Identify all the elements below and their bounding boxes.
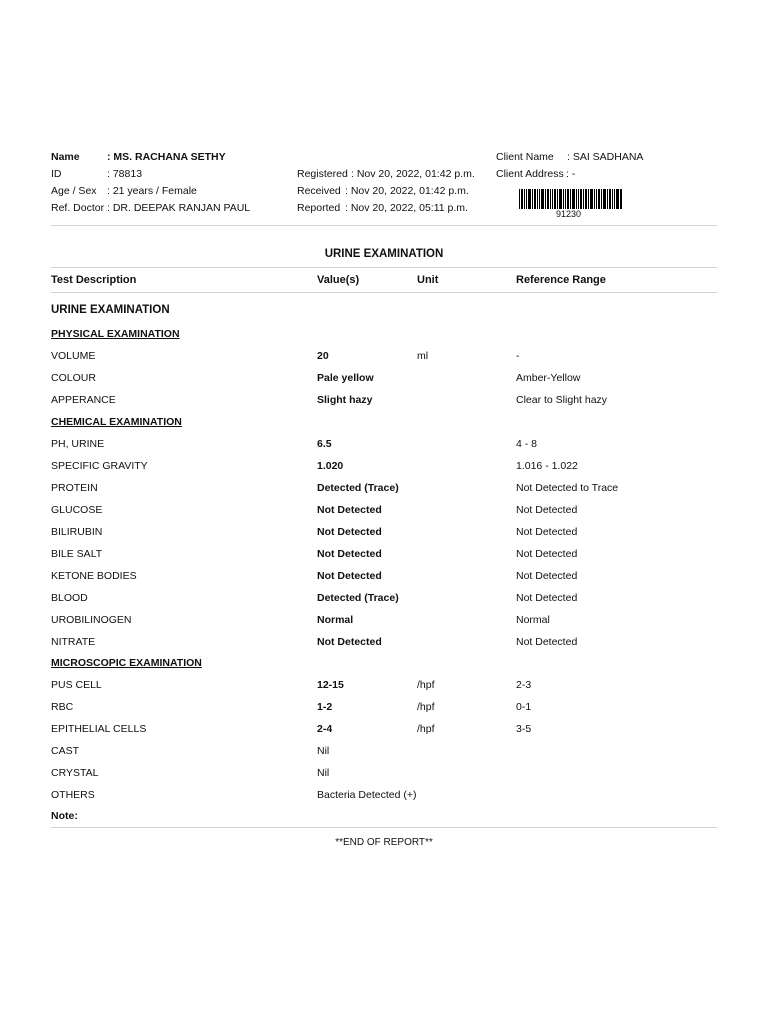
test-name: BLOOD — [51, 592, 88, 604]
table-row — [51, 499, 717, 521]
test-value: 6.5 — [317, 438, 332, 450]
patient-id-label: ID — [51, 168, 62, 180]
table-row — [51, 455, 717, 477]
patient-name-label: Name — [51, 151, 80, 163]
patient-age-value: : 21 years / Female — [107, 185, 197, 197]
test-reference: Normal — [516, 614, 550, 626]
table-row — [51, 367, 717, 389]
client-address-value: : - — [566, 168, 576, 180]
chemical-heading-label: CHEMICAL EXAMINATION — [51, 416, 182, 428]
test-reference: 1.016 - 1.022 — [516, 460, 578, 472]
note — [51, 805, 717, 827]
test-value: Normal — [317, 614, 354, 626]
test-value: Not Detected — [317, 636, 382, 648]
table-row — [51, 674, 717, 696]
test-name: BILIRUBIN — [51, 526, 103, 538]
reported-label: Reported — [297, 202, 341, 214]
patient-id-value: : 78813 — [107, 168, 143, 180]
chemical-heading — [51, 411, 717, 433]
physical-heading — [51, 323, 717, 345]
test-unit: /hpf — [417, 701, 435, 713]
test-name: EPITHELIAL CELLS — [51, 723, 147, 735]
column-header-reference: Reference Range — [516, 274, 606, 286]
test-value: Not Detected — [317, 548, 382, 560]
test-value: Slight hazy — [317, 394, 373, 406]
header-divider — [51, 225, 717, 226]
client-name-label: Client Name — [496, 151, 554, 163]
test-unit: /hpf — [417, 723, 435, 735]
test-reference: Amber-Yellow — [516, 372, 581, 384]
test-name: SPECIFIC GRAVITY — [51, 460, 148, 472]
registered-label: Registered — [297, 168, 348, 180]
patient-name-value: : MS. RACHANA SETHY — [107, 151, 226, 163]
note-label: Note: — [51, 810, 78, 822]
test-value: 20 — [317, 350, 329, 362]
test-value: Detected (Trace) — [317, 592, 399, 604]
test-reference: - — [516, 350, 520, 362]
end-of-report: **END OF REPORT** — [335, 837, 433, 848]
column-header-unit: Unit — [417, 274, 439, 286]
test-value: Pale yellow — [317, 372, 374, 384]
test-value: Nil — [317, 767, 330, 779]
test-name: GLUCOSE — [51, 504, 103, 516]
test-reference: Not Detected — [516, 570, 578, 582]
table-row — [51, 345, 717, 367]
test-value: 2-4 — [317, 723, 333, 735]
table-row — [51, 740, 717, 762]
column-header-value: Value(s) — [317, 274, 360, 286]
test-value: Not Detected — [317, 570, 382, 582]
barcode-number: 91230 — [556, 209, 582, 219]
patient-age-label: Age / Sex — [51, 185, 97, 197]
physical-heading-label: PHYSICAL EXAMINATION — [51, 328, 180, 340]
column-header-bottom-divider — [51, 292, 717, 293]
ref-doctor-value: : DR. DEEPAK RANJAN PAUL — [107, 202, 251, 214]
client-address-label: Client Address — [496, 168, 564, 180]
test-reference: 0-1 — [516, 701, 532, 713]
test-reference: Not Detected to Trace — [516, 482, 619, 494]
test-name: KETONE BODIES — [51, 570, 137, 582]
test-name: BILE SALT — [51, 548, 103, 560]
test-value: 1.020 — [317, 460, 344, 472]
test-unit: /hpf — [417, 679, 435, 691]
column-header-test: Test Description — [51, 274, 137, 286]
test-name: PH, URINE — [51, 438, 105, 450]
section-title: URINE EXAMINATION — [51, 304, 170, 316]
test-name: CRYSTAL — [51, 767, 99, 779]
table-row — [51, 784, 717, 806]
test-name: OTHERS — [51, 789, 95, 801]
test-name: RBC — [51, 701, 74, 713]
table-row — [51, 631, 717, 653]
test-name: APPERANCE — [51, 394, 116, 406]
test-reference: Not Detected — [516, 526, 578, 538]
test-value: Bacteria Detected (+) — [317, 789, 417, 801]
test-name: CAST — [51, 745, 80, 757]
test-reference: Clear to Slight hazy — [516, 394, 608, 406]
table-row — [51, 587, 717, 609]
table-row — [51, 762, 717, 784]
test-name: PUS CELL — [51, 679, 102, 691]
test-reference: 3-5 — [516, 723, 532, 735]
table-row — [51, 543, 717, 565]
test-name: UROBILINOGEN — [51, 614, 132, 626]
test-name: NITRATE — [51, 636, 96, 648]
column-header-row — [51, 268, 717, 292]
registered-value: : Nov 20, 2022, 01:42 p.m. — [351, 168, 475, 180]
received-label: Received — [297, 185, 341, 197]
table-row — [51, 718, 717, 740]
footer-divider — [51, 827, 717, 828]
test-value: Nil — [317, 745, 330, 757]
test-reference: Not Detected — [516, 504, 578, 516]
test-value: Not Detected — [317, 504, 382, 516]
microscopic-heading-label: MICROSCOPIC EXAMINATION — [51, 657, 202, 669]
table-row — [51, 389, 717, 411]
test-value: 1-2 — [317, 701, 333, 713]
test-reference: 2-3 — [516, 679, 532, 691]
test-reference: 4 - 8 — [516, 438, 538, 450]
test-reference: Not Detected — [516, 592, 578, 604]
test-value: 12-15 — [317, 679, 344, 691]
test-name: VOLUME — [51, 350, 96, 362]
ref-doctor-label: Ref. Doctor — [51, 202, 105, 214]
table-row — [51, 477, 717, 499]
test-name: COLOUR — [51, 372, 96, 384]
test-reference: Not Detected — [516, 548, 578, 560]
table-row — [51, 433, 717, 455]
microscopic-heading — [51, 652, 717, 674]
test-name: PROTEIN — [51, 482, 98, 494]
table-row — [51, 609, 717, 631]
test-reference: Not Detected — [516, 636, 578, 648]
test-value: Not Detected — [317, 526, 382, 538]
report-title: URINE EXAMINATION — [324, 248, 444, 260]
table-row — [51, 696, 717, 718]
table-row — [51, 565, 717, 587]
received-value: : Nov 20, 2022, 01:42 p.m. — [345, 185, 469, 197]
reported-value: : Nov 20, 2022, 05:11 p.m. — [345, 202, 468, 214]
test-unit: ml — [417, 350, 429, 362]
barcode — [519, 189, 622, 209]
table-row — [51, 521, 717, 543]
test-value: Detected (Trace) — [317, 482, 399, 494]
client-name-value: : SAI SADHANA — [567, 151, 644, 163]
